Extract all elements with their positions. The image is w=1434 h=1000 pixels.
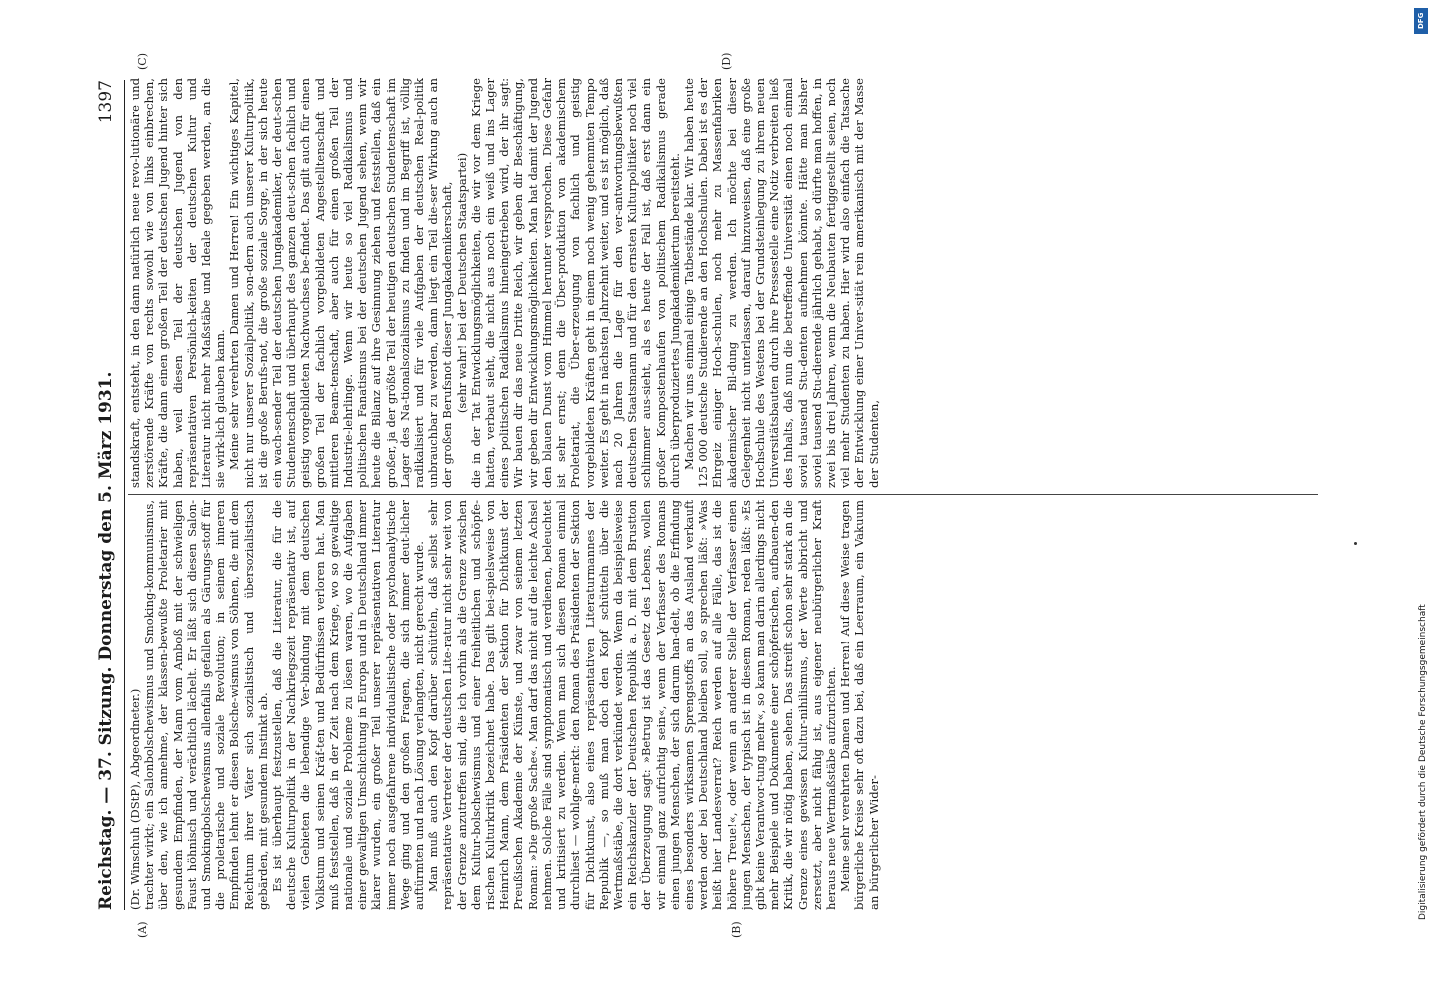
paragraph: Man muß auch den Kopf darüber schütteln, daß selbst sehr repräsentative Vertreter der deutschen Lite-ratur nicht sehr weit von der Grenze anzutreffen sind, die ich vorhin als die Grenze zwischen dem Kultur-bolschewismus und einer freiheitlichen und schöpfe-rischen Kulturkritik bezeichnet habe. Das gilt bei-spielsweise von Heinrich Mann, dem Präsidenten der Sektion für Dichtkunst der Preußischen Akademie der Künste, und zwar von seinem letzten Roman: »Die große Sache«. Man darf das nicht auf die leichte Achsel nehmen. Solche Fälle sind symptomatisch und verdienen, beleuchtet und kritisiert zu werden. Wenn man sich diesen Roman einmal durchliest — wohlge-merkt: den Roman des Präsidenten der Sektion für Dichtkunst, also eines repräsentativen Literaturmannes der Republik —, so muß man doch den Kopf schütteln über die Wertmaßstäbe, die dort verkündet werden. Wenn da beispielsweise ein Reichskanzler der Deutschen Republik a. D. mit dem Brustton der Überzeugung sagt: »Betrug ist das Gesetz des Lebens, wollen wir einmal ganz aufrichtig sein«, wenn der Verfasser des Romans einen jungen Menschen, der sich darum han-delt, ob die Erfindung eines besonders wirksamen Sprengstoffs an das Ausland verkauft werden oder bei Deutschland bleiben soll, so sprechen läßt: »Was heißt hier Landesverrat? Reich werden auf alle Fälle, das ist die höhere Treue!«, oder wenn an anderer Stelle der Verfasser einen jungen Menschen, der typisch ist in diesem Roman, reden läßt: »Es gibt keine Verantwor-tung mehr«, so kann man darin allerdings nicht mehr Beispiele und Dokumente einer schöpferischen, aufbauen-den Kritik, die wir nötig haben, sehen. Das streift schon sehr stark an die Grenze eines gewissen Kultur-nihilismus, der Werte abbricht und zersetzt, aber nicht fähig ist, aus eigener neubürgerlicher Kraft heraus neue Wertmaßstäbe aufzurichten. [426, 500, 838, 910]
paragraph: standskraft, entsteht, in den dann natürlich neue revo-lutionäre und zerstörende Kräfte von rechts sowohl wie von links einbrechen, Kräfte, die dann einen großen Teil der deutschen Jugend hinter sich haben, weil diesen Teil der deutschen Jugend von den repräsentativen Persönlich-keiten der deutschen Kultur und Literatur nicht mehr Maßstäbe und Ideale gegeben werden, an die sie wirk-lich glauben kann. [128, 78, 228, 488]
paragraph: Es ist überhaupt festzustellen, daß die Literatur, die für die deutsche Kulturpolitik in der Nachkriegszeit repräsentativ ist, auf vielen Gebieten die lebendige Ver-bindung mit dem deutschen Volkstum und seinen Kräf-ten und Bedürfnissen verloren hat. Man muß feststellen, daß in der Zeit nach dem Kriege, wo so gewaltige nationale und soziale Probleme zu lösen waren, wo die Aufgaben einer gewaltigen Umschichtung in Europa und in Deutschland immer klarer wurden, ein großer Teil unserer repräsentativen Literatur immer noch ausgefahrene individualistische oder psychoanalytische Wege ging und den großen Fragen, die sich immer deut-licher auftürmten und nach Lösung verlangten, nicht gerecht wurde. [270, 500, 427, 910]
speaker-line: (Dr. Winschuh (DStP), Abgeordneter.) [128, 688, 142, 910]
right-column [128, 78, 1328, 488]
header-rule [124, 80, 125, 910]
margin-letter-a: (A) [136, 921, 149, 938]
margin-letter-b: (B) [730, 921, 743, 938]
paragraph: trachter wirkt; ein Salonbolschewismus und Smoking-kommunismus, über den, wie ich annehme, der klassen-bewußte Proletarier mit gesundem Empfinden, der Mann vom Amboß mit der schwieligen Faust höhnisch und verächtlich lächelt. Er läßt sich diesen Salon- und Smokingbolschewismus allenfalls gefallen als Gärungs-stoff für die proletarische und soziale Revolution; in seinem inneren Empfinden lehnt er diesen Bolsche-wismus von Söhnen, die mit dem Reichtum ihrer Väter sich sozialistisch und übersozialistisch gebärden, mit gesundem Instinkt ab. [142, 500, 270, 910]
margin-letter-c: (C) [136, 53, 149, 70]
paragraph: Meine sehr verehrten Damen und Herren! Auf diese Weise tragen bürgerliche Kreise sehr oft dazu bei, daß ein Leerraum, ein Vakuum an bürgerlicher Wider- [838, 500, 881, 910]
interjection: (sehr wahr! bei der Deutschen Staatspartei) [454, 152, 469, 414]
dfg-logo: DFG [1414, 8, 1428, 34]
digitization-credit: Digitalisierung gefördert durch die Deutsche Forschungsgemeinschaft [1418, 604, 1428, 920]
left-column [128, 500, 1328, 910]
paragraph: Machen wir uns einmal einige Tatbestände klar. Wir haben heute 125 000 deutsche Studierende an den Hochschulen. Dabei ist es der Ehrgeiz einiger Hoch-schulen, noch mehr zu Massenfabriken akademischer Bil-dung zu werden. Ich möchte bei dieser Gelegenheit nicht unterlassen, darauf hinzuweisen, daß eine große Hochschule des Westens bei der Grundsteinlegung zu ihrem neuen Universitätsbauten durch ihre Pressestelle eine Notiz verbreiten ließ des Inhalts, daß nun die betreffende Universität einen noch einmal soviel tausend Stu-denten aufnehmen könnte. Hätte man bisher soviel tausend Stu-dierende jährlich gehabt, so dürfte man hoffen, in zwei bis drei Jahren, wenn die Neubauten fertiggestellt seien, noch viel mehr Studenten zu haben. Hier wird also einfach die Tatsache der Entwicklung einer Univer-sität rein amerikanisch mit der Masse der Studenten, [681, 78, 881, 488]
margin-letter-d: (D) [720, 52, 733, 70]
speck [1354, 542, 1357, 545]
header-title: Reichstag. — 37. Sitzung. Donnerstag den 5. März 1931. [96, 371, 116, 910]
page-number: 1397 [96, 80, 116, 124]
page-header [94, 80, 122, 910]
paragraph: Meine sehr verehrten Damen und Herren! Ein wichtiges Kapitel, nicht nur unserer Sozialpolitik, son-dern auch unserer Kulturpolitik, ist die große Berufs-not, die große soziale Sorge, in der sich heute ein wach-sender Teil der deutschen Jungakademiker, der deut-schen Studentenschaft und überhaupt des ganzen deut-schen fachlich und geistig vorgebildeten Nachwuchses be-findet. Das gilt auch für einen großen Teil der fachlich vorgebildeten Angestelltenschaft und mittleren Beam-tenschaft, aber auch für einen großen Teil der Industrie-lehrlinge. Wenn wir heute so viel Radikalismus und politischen Fanatismus bei der deutschen Jugend sehen, wenn wir heute die Bilanz auf ihre Gesinnung ziehen und feststellen, daß ein großer, ja der größte Teil der heutigen deutschen Studentenschaft im Lager des Na-tionalsozialismus zu finden und im Begriff ist, völlig radikalisiert und für viele Aufgaben der deutschen Real-politik unbrauchbar zu werden, dann liegt ein Teil die-ser Wirkung auch an der großen Berufsnot dieser Jungakademikerschaft, [227, 78, 455, 488]
paragraph: die in der Tat Entwicklungsmöglichkeiten, die wir vor dem Kriege hatten, verbaut sieht, die nicht aus noch ein weiß und ins Lager eines politischen Radikalismus hineingetrieben wird, der ihr sagt: Wir bauen dir das neue Dritte Reich, wir geben dir Beschäftigung, wir geben dir Entwicklungsmöglichkeiten. Man hat damit der Jugend den blauen Dunst vom Himmel herunter versprochen. Diese Gefahr ist sehr ernst; denn die Über-produktion von akademischem Proletariat, die Über-erzeugung von fachlich und geistig vorgebildeten Kräften geht in einem noch wenig gehemmten Tempo weiter. Es geht in nächsten Jahrzehnt weiter, und es ist möglich, daß nach 20 Jahren die Lage für den ver-antwortungsbewußten deutschen Staatsmann und für den ernsten Kulturpolitiker noch viel schlimmer aus-sieht, als es heute der Fall ist, daß erst dann ein großer Kompostenhaufen von politischem Radikalismus gerade durch überproduziertes Jungakademikertum bereitsteht. [468, 78, 682, 488]
column-divider [128, 494, 1318, 495]
